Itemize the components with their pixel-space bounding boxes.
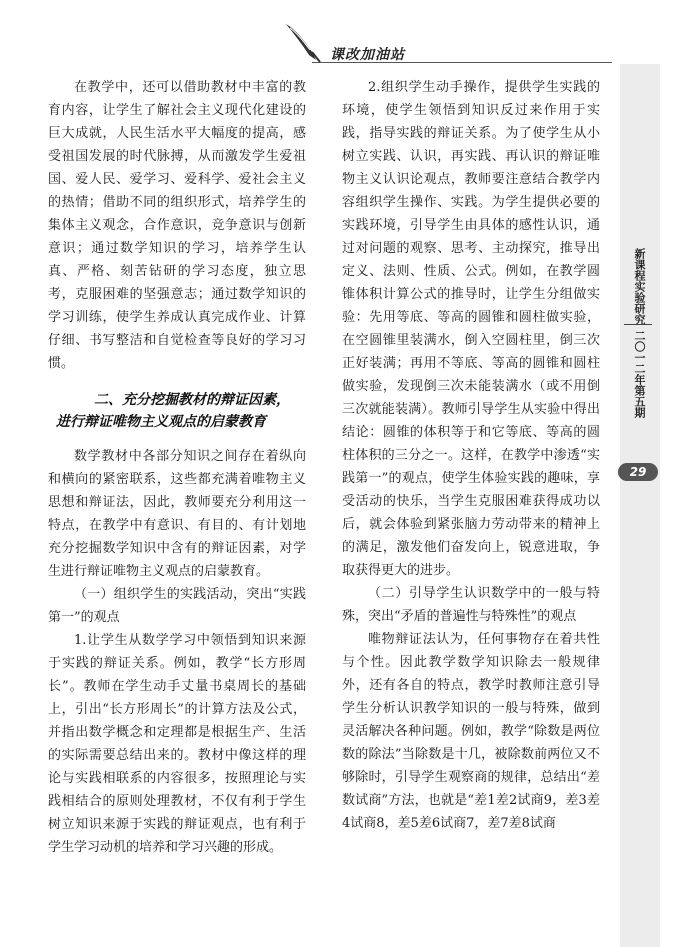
pen-nib-icon	[282, 20, 324, 64]
side-divider	[624, 324, 652, 325]
section-heading-line: 进行辩证唯物主义观点的启蒙教育	[56, 414, 266, 430]
paragraph: 唯物辩证法认为，任何事物存在着共性与个性。因此教学数学知识除去一般规律外，还有各自的特点，教学时教师注意引导学生分析认识教学知识的一般与特殊，做到灵活解决各种问题。例如，教学“除数是两位数的除法”当除数是十几，被除数前两位又不够除时，引导学生观察商的规律，总结出“差数试商”方法，也就是“差1差2试商9，差3差4试商8，差5差6试商7，差7差8试商	[342, 632, 600, 831]
side-tab	[620, 64, 660, 947]
issue-label: 二〇一二年第五期	[633, 330, 646, 418]
left-column	[48, 76, 306, 859]
section-heading	[48, 389, 306, 433]
page-number: 29	[618, 463, 658, 481]
section-heading-line: 二、充分挖掘教材的辩证因素，	[94, 392, 290, 408]
subsection-heading: （一）组织学生的实践活动，突出“实践第一”的观点	[48, 587, 306, 625]
header-rule	[312, 62, 612, 63]
right-column	[342, 76, 600, 835]
paragraph: 2.组织学生动手操作，提供学生实践的环境，使学生领悟到知识反过来作用于实践，指导实践的辩证关系。为了使学生从小树立实践、认识，再实践、再认识的辩证唯物主义认识论观点，教师要注意结合教学内容组织学生操作、实践。为学生提供必要的实践环境，引导学生由具体的感性认识，通过对问题的观察、思考、主动探究，推导出定义、法则、性质、公式。例如，在教学圆锥体积计算公式的推导时，让学生分组做实验：先用等底、等高的圆锥和圆柱做实验，在空圆锥里装满水，倒入空圆柱里，倒三次正好装满；再用不等底、等高的圆锥和圆柱做实验，发现倒三次未能装满水（或不用倒三次就能装满）。教师引导学生从实验中得出结论：圆锥的体积等于和它等底、等高的圆柱体积的三分之一。这样，在教学中渗透“实践第一”的观点，使学生体验实践的趣味，享受活动的快乐，当学生克服困难获得成功以后，就会体验到紧张脑力劳动带来的精神上的满足，激发他们奋发向上，锐意进取，争取获得更大的进步。	[342, 80, 600, 578]
page-header	[0, 0, 680, 75]
paragraph: 数学教材中各部分知识之间存在着纵向和横向的紧密联系，这些都充满着唯物主义思想和辩证法，因此，教师要充分利用这一特点，在教学中有意识、有目的、有计划地充分挖掘数学知识中含有的辩证因素，对学生进行辩证唯物主义观点的启蒙教育。	[48, 449, 306, 579]
paragraph: 在教学中，还可以借助教材中丰富的教育内容，让学生了解社会主义现代化建设的巨大成就，人民生活水平大幅度的提高，感受祖国发展的时代脉搏，从而激发学生爱祖国、爱人民、爱学习、爱科学、爱社会主义的热情；借助不同的组织形式，培养学生的集体主义观念，合作意识，竞争意识与创新意识；通过数学知识的学习，培养学生认真、严格、刻苦钻研的学习态度，独立思考，克服困难的坚强意志；通过数学知识的学习训练，使学生养成认真完成作业、计算仔细、书写整洁和自觉检查等良好的学习习惯。	[48, 80, 306, 371]
section-header-title: 课改加油站	[330, 47, 405, 63]
journal-name: 新课程实验研究	[633, 248, 646, 325]
paragraph: 1.让学生从数学学习中领悟到知识来源于实践的辩证关系。例如，教学“长方形周长”。教师在学生动手丈量书桌周长的基础上，引出“长方形周长”的计算方法及公式，并指出数学概念和定理都是根据生产、生活的实际需要总结出来的。教材中像这样的理论与实践相联系的内容很多，按照理论与实践相结合的原则处理教材，不仅有利于学生树立知识来源于实践的辩证观点，也有利于学生学习动机的培养和学习兴趣的形成。	[48, 633, 306, 855]
subsection-heading: （二）引导学生认识数学中的一般与特殊，突出“矛盾的普遍性与特殊性”的观点	[342, 586, 600, 624]
